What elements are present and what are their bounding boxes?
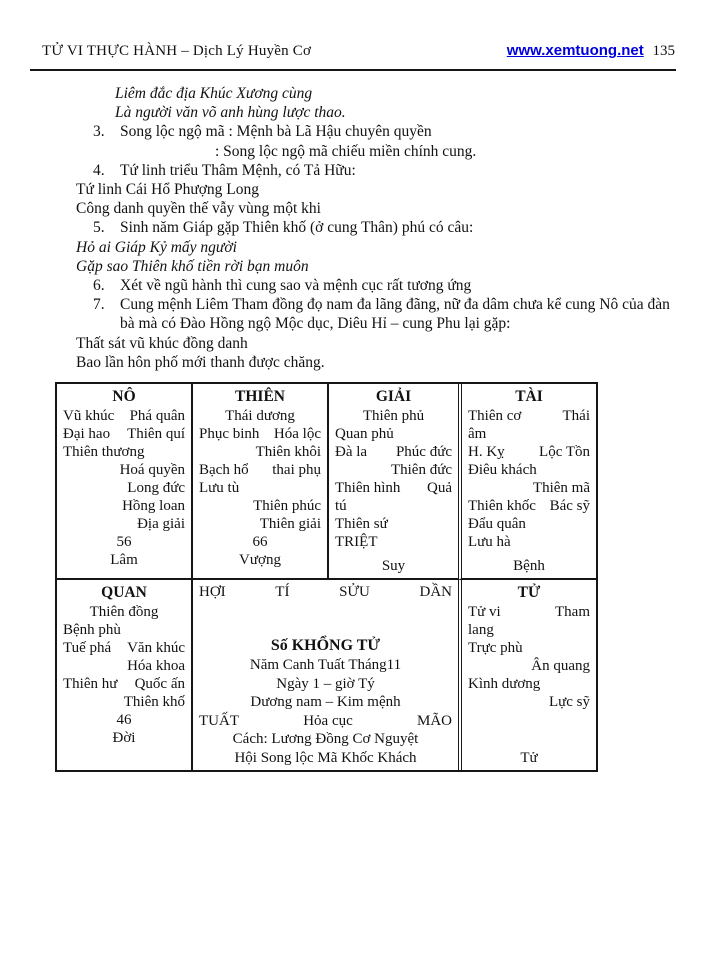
text-line: Tứ linh Cái Hổ Phượng Long bbox=[76, 181, 260, 199]
star-line: Thiên hình Quả bbox=[335, 480, 452, 497]
palace-cell-quan bbox=[57, 580, 193, 770]
branch-and-element-row bbox=[199, 712, 452, 731]
palace-cell-tu bbox=[458, 580, 596, 770]
star-line: Kình dương bbox=[468, 676, 541, 693]
star-line: 56 bbox=[116, 534, 132, 551]
text-line: Công danh quyền thế vẫy vùng một khi bbox=[76, 200, 321, 218]
item-7-continuation: bà mà có Đào Hồng ngộ Mộc dục, Diêu Hỉ – cung Phu lại gặp: bbox=[120, 315, 511, 333]
star-line: Vũ khúc Phá quân bbox=[63, 408, 185, 425]
star-line: Thiên đức bbox=[390, 462, 452, 479]
star-line: Trực phù bbox=[468, 640, 523, 657]
star-line: Đà la Phúc đức bbox=[335, 444, 452, 461]
star-line: 46 bbox=[116, 712, 132, 729]
natal-info-line: Hội Song lộc Mã Khốc Khách bbox=[234, 749, 417, 766]
item-number: 4. bbox=[93, 161, 105, 179]
natal-info-line: Dương nam – Kim mệnh bbox=[250, 694, 401, 711]
star-line: Lâm bbox=[110, 552, 138, 569]
verse-line: Liêm đắc địa Khúc Xương cùng bbox=[115, 85, 313, 102]
page-header bbox=[42, 42, 675, 60]
star-line: Vượng bbox=[239, 552, 281, 569]
cycle-stage-label: Bệnh bbox=[513, 558, 545, 575]
palace-title: TỬ bbox=[517, 584, 541, 602]
natal-info-line: Cách: Lương Đồng Cơ Nguyệt bbox=[232, 731, 419, 748]
palace-title: NÔ bbox=[112, 388, 136, 406]
branch-label: TUẤT bbox=[199, 712, 239, 729]
star-line: Tử vi Tham bbox=[468, 604, 590, 621]
star-line: Thiên khốc Bác sỹ bbox=[468, 498, 590, 515]
verse-line: Gặp sao Thiên khố tiền rời bạn muôn bbox=[76, 257, 309, 275]
star-line: Quan phủ bbox=[335, 426, 394, 443]
list-item-4 bbox=[0, 161, 705, 180]
item-number: 3. bbox=[93, 123, 105, 141]
tuvi-chart-table bbox=[55, 382, 598, 772]
natal-info-block bbox=[199, 635, 452, 767]
star-line: lang bbox=[468, 622, 494, 639]
star-line: Thiên phúc bbox=[253, 498, 321, 515]
item-number: 5. bbox=[93, 219, 105, 237]
list-item-5 bbox=[0, 218, 705, 237]
star-line: Thiên khố bbox=[123, 694, 185, 711]
palace-title: TÀI bbox=[515, 388, 543, 406]
cycle-stage-label: Suy bbox=[381, 558, 406, 575]
palace-cell-no bbox=[57, 384, 193, 580]
website-link[interactable]: www.xemtuong.net bbox=[506, 42, 644, 59]
star-line: Thiên cơ Thái bbox=[468, 408, 590, 425]
star-line: Bệnh phù bbox=[63, 622, 121, 639]
star-line: tú bbox=[335, 498, 347, 515]
palace-cell-tai bbox=[458, 384, 596, 580]
verse-line: Là người văn võ anh hùng lược thao. bbox=[115, 104, 346, 122]
list-item-7 bbox=[0, 295, 705, 314]
star-line: Ân quang bbox=[531, 658, 590, 675]
star-line: Thiên đồng bbox=[89, 604, 159, 621]
star-line: âm bbox=[468, 426, 487, 443]
list-item-6 bbox=[0, 276, 705, 295]
branch-label: HỢI bbox=[199, 584, 226, 601]
star-line: Điêu khách bbox=[468, 462, 537, 479]
item-text: Xét về ngũ hành thì cung sao và mệnh cục rất tương ứng bbox=[120, 277, 472, 295]
star-line: Đời bbox=[112, 730, 136, 747]
document-title: TỬ VI THỰC HÀNH – Dịch Lý Huyền Cơ bbox=[42, 43, 312, 59]
verse-line: Hỏ ai Giáp Kỷ mấy người bbox=[76, 238, 237, 256]
star-line: Hoá quyền bbox=[119, 462, 185, 479]
star-line: Đẩu quân bbox=[468, 516, 526, 533]
natal-info-line: Năm Canh Tuất Tháng11 bbox=[249, 657, 402, 674]
star-line: H. Kỵ Lộc Tồn bbox=[468, 444, 590, 461]
item-3-continuation: : Song lộc ngộ mã chiếu miền chính cung. bbox=[215, 142, 477, 160]
palace-title: THIÊN bbox=[235, 388, 285, 406]
natal-info-line: Ngày 1 – giờ Tý bbox=[276, 675, 375, 692]
star-line: Thiên khôi bbox=[255, 444, 321, 461]
header-divider bbox=[30, 69, 676, 71]
star-line: Lưu hà bbox=[468, 534, 511, 551]
star-line: Thiên thương bbox=[63, 444, 145, 461]
star-line: Thiên giải bbox=[259, 516, 321, 533]
star-line: Thiên mã bbox=[532, 480, 590, 497]
star-line: Thái dương bbox=[225, 408, 295, 425]
branch-label: DẦN bbox=[419, 584, 452, 601]
star-line: Đại hao Thiên quí bbox=[63, 426, 185, 443]
star-line: Hóa khoa bbox=[127, 658, 185, 675]
branch-label: TÍ bbox=[275, 584, 290, 601]
star-line: Hồng loan bbox=[122, 498, 185, 515]
item-text: Song lộc ngộ mã : Mệnh bà Lã Hậu chuyên quyền bbox=[120, 123, 432, 141]
list-item-3 bbox=[0, 122, 705, 141]
star-line: Thiên sứ bbox=[335, 516, 388, 533]
text-line: Thất sát vũ khúc đồng danh bbox=[76, 334, 248, 352]
star-line: Phục binh Hóa lộc bbox=[199, 426, 321, 443]
item-text: Sinh năm Giáp gặp Thiên khố (ở cung Thân) phú có câu: bbox=[120, 219, 474, 237]
star-line: Địa giải bbox=[137, 516, 185, 533]
page-number: 135 bbox=[652, 43, 675, 59]
star-line: Thiên hư Quốc ấn bbox=[63, 676, 185, 693]
star-line: 66 bbox=[252, 534, 268, 551]
text-line: Bao lần hôn phố mới thanh được chăng. bbox=[76, 353, 325, 371]
earthly-branches-row bbox=[199, 582, 452, 602]
item-text: Tứ linh triểu Thâm Mệnh, có Tả Hữu: bbox=[120, 161, 356, 179]
star-line: Bạch hổ thai phụ bbox=[199, 462, 321, 479]
item-number: 6. bbox=[93, 277, 105, 295]
palace-cell-giai bbox=[329, 384, 458, 580]
cycle-stage-label: Tử bbox=[520, 750, 538, 767]
branch-label: SỬU bbox=[339, 584, 370, 601]
star-line: Long đức bbox=[127, 480, 185, 497]
star-line: Lực sỹ bbox=[548, 694, 590, 711]
element-cycle-label: Hỏa cục bbox=[303, 712, 353, 729]
palace-title: QUAN bbox=[101, 584, 147, 602]
star-line: Lưu tù bbox=[199, 480, 240, 497]
star-line: Tuế phá Văn khúc bbox=[63, 640, 185, 657]
body-text bbox=[0, 84, 705, 372]
star-line: TRIỆT bbox=[335, 534, 378, 551]
chart-center-cell bbox=[193, 580, 458, 770]
item-number: 7. bbox=[93, 296, 105, 314]
star-line: Thiên phủ bbox=[362, 408, 425, 425]
palace-cell-thien bbox=[193, 384, 329, 580]
item-text: Cung mệnh Liêm Tham đồng đọ nam đa lãng đãng, nữ đa dâm chưa kể cung Nô của đàn bbox=[120, 296, 670, 314]
branch-label: MÃO bbox=[416, 712, 452, 729]
chart-subject-title: Số KHỔNG TỬ bbox=[270, 637, 381, 655]
palace-title: GIẢI bbox=[375, 388, 412, 406]
header-right bbox=[507, 42, 675, 60]
